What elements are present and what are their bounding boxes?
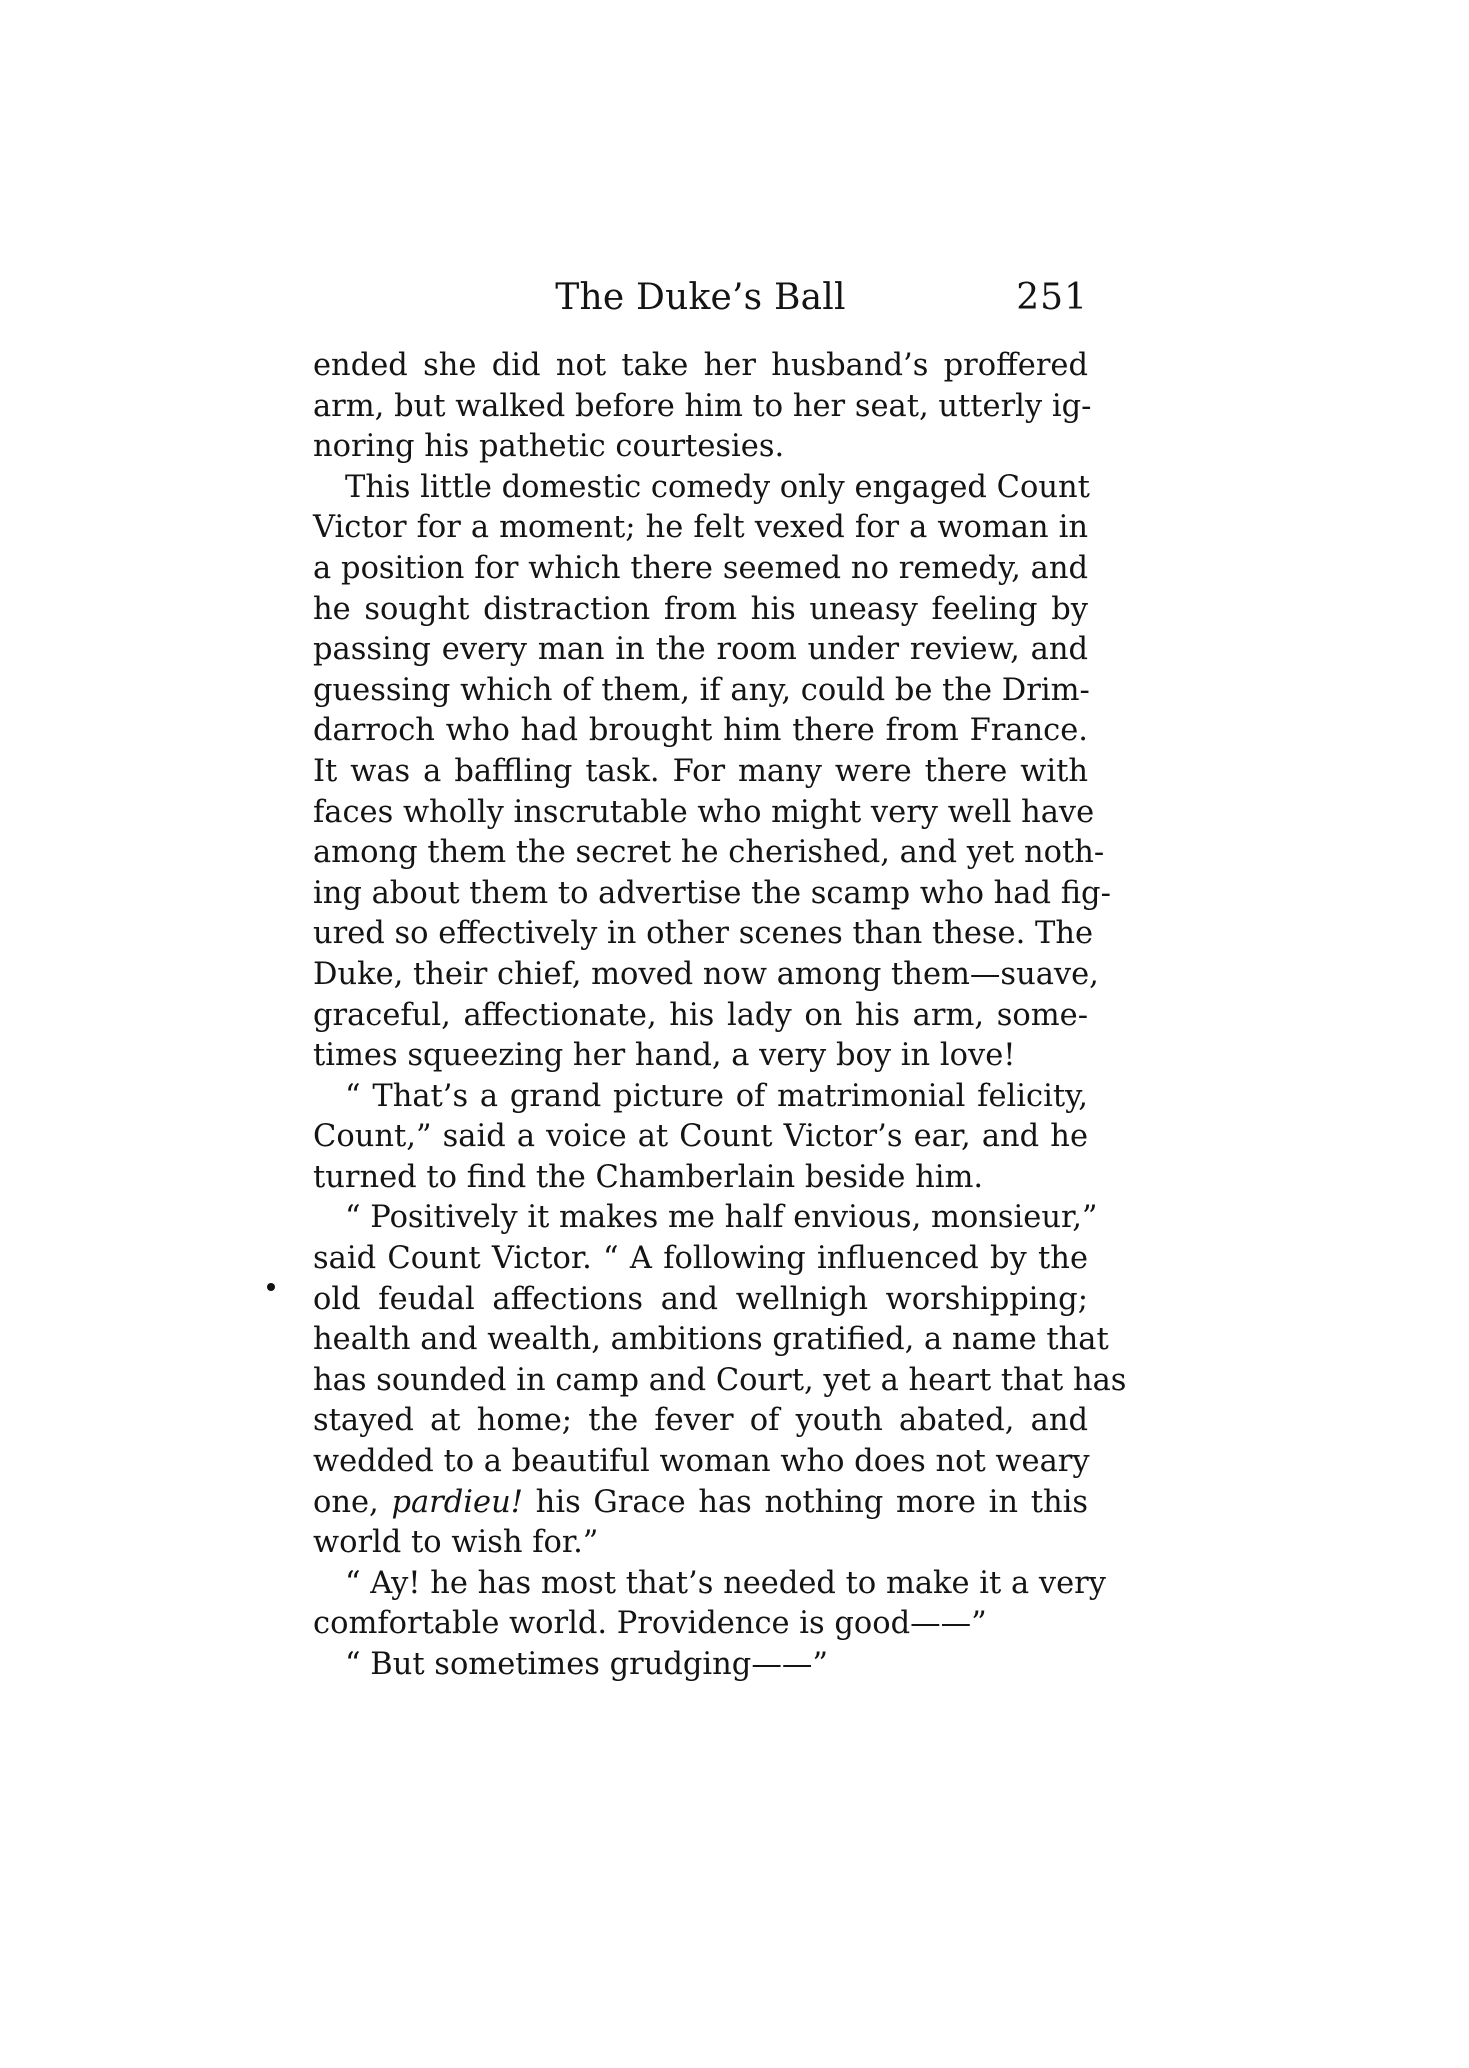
text-line: stayed at home; the fever of youth abated, and [313, 1403, 1088, 1439]
text-line: ured so effectively in other scenes than these. The [313, 916, 1094, 952]
text-line: It was a baffling task. For many were there with [313, 753, 1088, 789]
text-line: Count,” said a voice at Count Victor’s ear, and he [313, 1119, 1088, 1155]
text-line: “ But sometimes grudging——” [345, 1647, 828, 1682]
running-head [313, 268, 1088, 328]
text-line: world to wish for.” [313, 1525, 599, 1561]
text-line: ing about them to advertise the scamp who had fig- [313, 875, 1111, 911]
text-line: Victor for a moment; he felt vexed for a woman in [313, 510, 1088, 546]
text-line: among them the secret he cherished, and yet noth- [313, 835, 1105, 871]
text-line: old feudal affections and wellnigh worshipping; [313, 1281, 1088, 1317]
text-line: comfortable world. Providence is good——” [313, 1606, 987, 1642]
text-line: health and wealth, ambitions gratified, a name that [313, 1322, 1109, 1358]
text-line: arm, but walked before him to her seat, utterly ig- [313, 388, 1092, 424]
text-fragment: his Grace has nothing more in this [535, 1484, 1088, 1520]
text-line: darroch who had brought him there from France. [313, 713, 1088, 749]
page-number: 251 [1016, 277, 1088, 318]
text-line: “ Ay! he has most that’s needed to make it a very [345, 1565, 1106, 1601]
text-line: turned to find the Chamberlain beside him. [313, 1159, 984, 1195]
text-line [313, 1483, 1088, 1524]
text-line: a position for which there seemed no remedy, and [313, 550, 1088, 586]
text-line: Duke, their chief, moved now among them—suave, [313, 956, 1099, 992]
italic-word: pardieu! [391, 1484, 523, 1520]
margin-speck [267, 1283, 275, 1291]
text-line: faces wholly inscrutable who might very well have [313, 794, 1095, 830]
text-line: he sought distraction from his uneasy feeling by [313, 591, 1088, 627]
text-line: has sounded in camp and Court, yet a heart that has [313, 1362, 1127, 1398]
running-title: The Duke’s Ball [555, 277, 846, 318]
text-line: guessing which of them, if any, could be the Drim- [313, 672, 1090, 708]
text-line: said Count Victor. “ A following influenced by the [313, 1241, 1088, 1277]
text-line: wedded to a beautiful woman who does not weary [313, 1444, 1090, 1480]
text-line: “ Positively it makes me half envious, monsieur,” [345, 1200, 1098, 1236]
text-line: times squeezing her hand, a very boy in love! [313, 1038, 1016, 1074]
body-text [313, 346, 1127, 1686]
text-line: ended she did not take her husband’s proffered [313, 348, 1088, 383]
text-line: “ That’s a grand picture of matrimonial felicity, [345, 1078, 1088, 1114]
text-line: graceful, affectionate, his lady on his arm, some- [313, 997, 1088, 1033]
text-fragment: one, [313, 1484, 379, 1520]
text-line: passing every man in the room under review, and [313, 632, 1088, 668]
text-line: noring his pathetic courtesies. [313, 429, 785, 465]
text-line: This little domestic comedy only engaged Count [345, 469, 1090, 505]
